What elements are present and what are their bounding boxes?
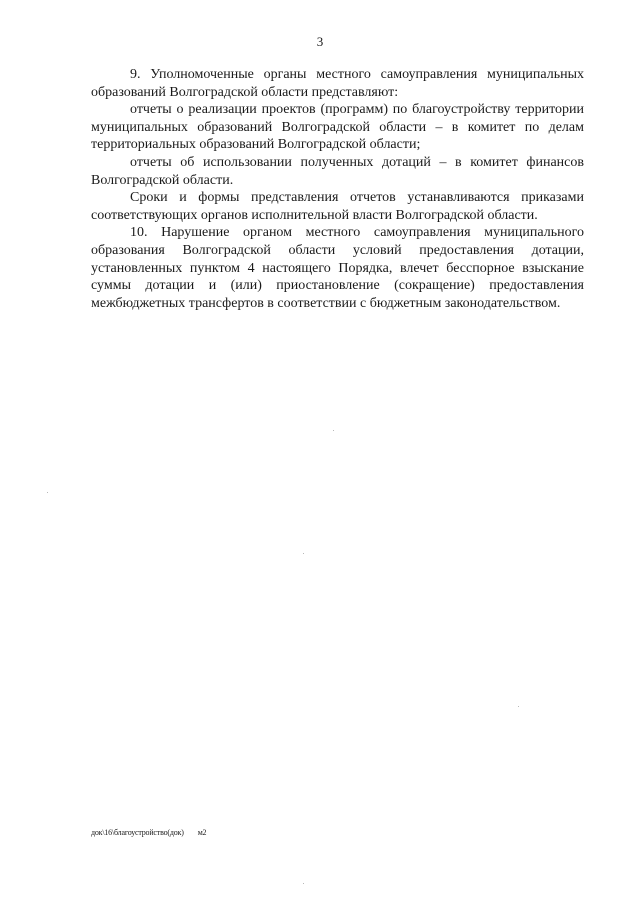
page-number: 3 [316, 34, 324, 49]
footer-mark: м2 [197, 828, 207, 837]
footer [91, 828, 206, 837]
paragraph-item-9: 9. Уполномоченные органы местного самоуправления муниципальных образований Волгоградской области представляют: [91, 67, 584, 100]
footer-filepath: док\16\благоустройство(док) [91, 828, 184, 837]
scan-speck [303, 883, 304, 884]
document-body [91, 66, 584, 312]
paragraph-reports-projects: отчеты о реализации проектов (программ) по благоустройству территории муниципальных образований Волгоградской области – в комитет по делам территориальных образований Волгоградской области; [91, 102, 584, 153]
scan-speck [333, 430, 334, 431]
paragraph-item-10: 10. Нарушение органом местного самоуправления муниципального образования Волгоградской области условий предоставления дотации, установленных пунктом 4 настоящего Порядка, влечет бесспорное взыскание суммы дотации и (или) приостановление (сокращение) предоставления межбюджетных трансфертов в соответствии с бюджетным законодательством. [91, 225, 584, 311]
paragraph-deadlines: Сроки и формы представления отчетов устанавливаются приказами соответствующих органов исполнительной власти Волгоградской области. [91, 190, 584, 223]
scan-speck [47, 492, 48, 493]
paragraph-reports-subsidies: отчеты об использовании полученных дотаций – в комитет финансов Волгоградской области. [91, 154, 584, 188]
scan-speck [518, 706, 519, 707]
scan-speck [303, 553, 304, 554]
